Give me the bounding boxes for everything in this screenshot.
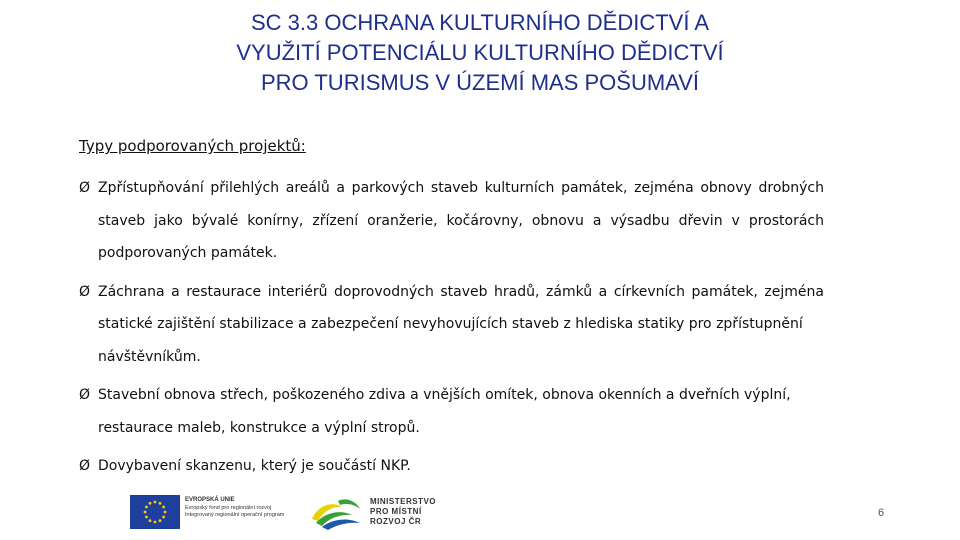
title-line-2: VYUŽITÍ POTENCIÁLU KULTURNÍHO DĚDICTVÍ <box>236 40 724 65</box>
project-types-list <box>79 172 824 489</box>
list-item <box>79 379 824 444</box>
ministry-logo-line: MINISTERSTVO <box>370 497 437 506</box>
eu-logo-line: Evropský fond pro regionální rozvoj <box>185 504 272 511</box>
eu-logo-line: Integrovaný regionální operační program <box>185 512 285 518</box>
ministry-logo-line: PRO MÍSTNÍ <box>370 507 422 516</box>
list-item-line: restaurace maleb, konstrukce a výplní stropů. <box>98 419 420 436</box>
title-line-3: PRO TURISMUS V ÚZEMÍ MAS POŠUMAVÍ <box>260 70 699 95</box>
slide-title <box>110 8 850 98</box>
ministry-logo-line: ROZVOJ ČR <box>370 517 422 526</box>
mmr-logo-icon <box>308 495 366 531</box>
eu-logo-text <box>185 497 305 520</box>
list-item <box>79 276 824 374</box>
arrow-bullet-icon: Ø <box>79 387 91 403</box>
page-number: 6 <box>878 507 885 519</box>
list-item-line: Zpřístupňování přilehlých areálů a parkových staveb kulturních památek, zejména obnovy drobných <box>98 180 824 196</box>
list-item-line: staveb jako bývalé konírny, zřízení oranžerie, kočárovny, obnovu a výsadbu dřevin v prostorách <box>98 212 824 229</box>
list-item-line: Stavební obnova střech, poškozeného zdiva a vnějších omítek, obnova okenních a dveřních výplní, <box>98 387 791 403</box>
ministry-logo-text <box>370 497 436 527</box>
list-item <box>79 450 824 483</box>
list-item <box>79 172 824 270</box>
list-item-line: Záchrana a restaurace interiérů doprovodných staveb hradů, zámků a církevních památek, zejména <box>98 283 824 300</box>
list-item-line: statické zajištění stabilizace a zabezpečení nevyhovujících staveb z hlediska statiky pro zpřístupnění <box>98 316 803 332</box>
title-line-1: SC 3.3 OCHRANA KULTURNÍHO DĚDICTVÍ A <box>250 10 709 35</box>
list-item-line: podporovaných památek. <box>98 245 278 261</box>
supported-projects-heading: Typy podporovaných projektů: <box>79 137 306 155</box>
arrow-bullet-icon: Ø <box>79 283 91 300</box>
arrow-bullet-icon: Ø <box>79 180 91 196</box>
eu-flag-icon <box>130 495 180 529</box>
eu-logo-line: EVROPSKÁ UNIE <box>185 497 235 503</box>
arrow-bullet-icon: Ø <box>79 458 91 474</box>
list-item-line: návštěvníkům. <box>98 348 201 365</box>
list-item-line: Dovybavení skanzenu, který je součástí NKP. <box>98 458 411 474</box>
